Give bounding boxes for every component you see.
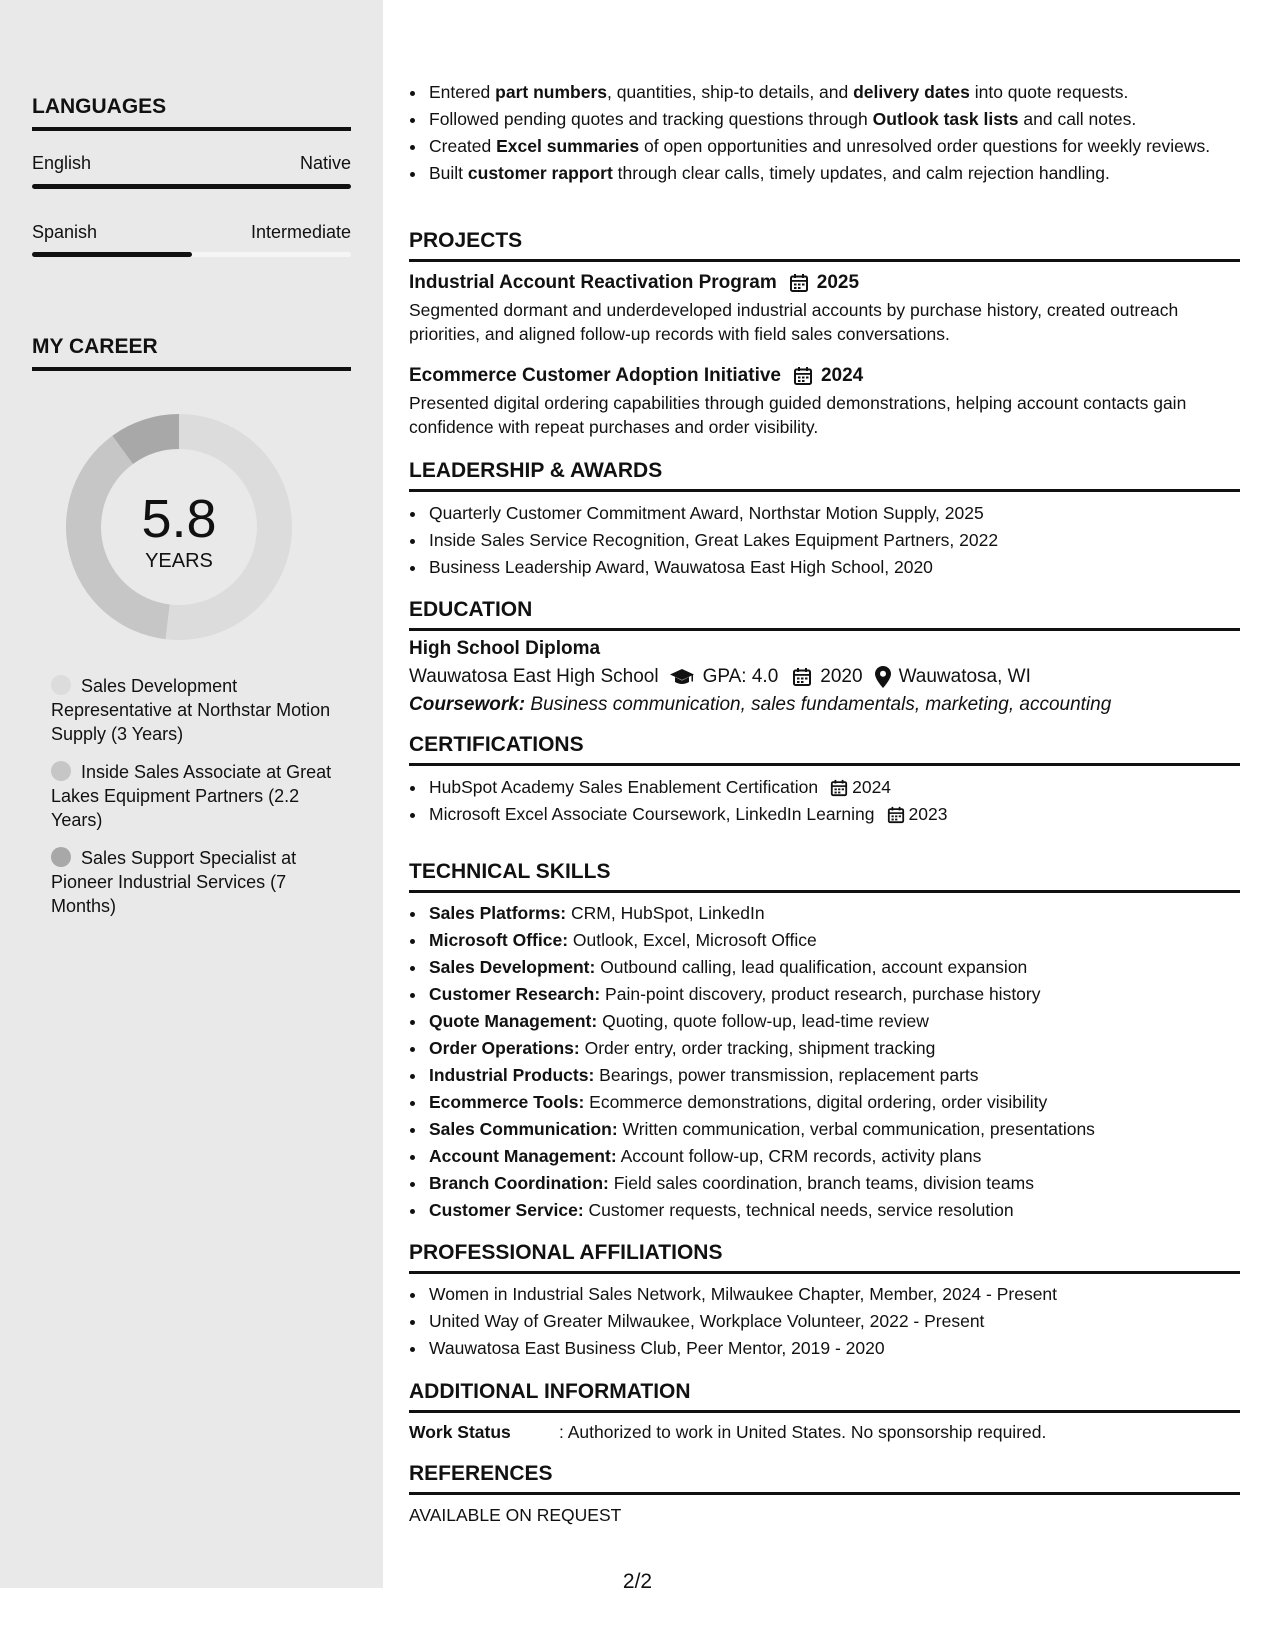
skill-category: Ecommerce Tools: [429, 1092, 585, 1112]
language-name: Spanish [32, 222, 98, 242]
calendar-icon [887, 806, 905, 824]
bullet-text: Built [429, 163, 468, 183]
awards-list [409, 500, 1242, 581]
bullet-text: into quote requests. [969, 82, 1129, 102]
calendar-icon [789, 273, 809, 293]
skill-category: Order Operations: [429, 1038, 580, 1058]
education-year: 2020 [820, 666, 863, 687]
bullet-keyword: part numbers [495, 82, 607, 102]
references-heading: REFERENCES [409, 1462, 1240, 1495]
awards-section [409, 500, 1242, 581]
skill-category: Customer Research: [429, 984, 601, 1004]
career-legend-item [51, 674, 341, 746]
skill-values: Bearings, power transmission, replacement parts [599, 1065, 979, 1085]
references-text: AVAILABLE ON REQUEST [409, 1505, 622, 1525]
project-name: Ecommerce Customer Adoption Initiative [409, 365, 781, 386]
project-year: 2025 [816, 272, 860, 293]
skill-values: Customer requests, technical needs, service resolution [588, 1200, 1014, 1220]
experience-bullet [427, 106, 1242, 133]
experience-bullet [427, 79, 1242, 106]
certification-name: • Microsoft Excel Associate Coursework, LinkedIn Learning [429, 804, 875, 824]
career-legend-item [51, 760, 341, 832]
calendar-icon [793, 366, 813, 386]
experience-bullet-list [409, 79, 1242, 187]
affiliation-item: • Wauwatosa East Business Club, Peer Mentor, 2019 - 2020 [427, 1335, 1242, 1362]
certification-name: • HubSpot Academy Sales Enablement Certification [429, 777, 819, 797]
skill-category: Quote Management: [429, 1011, 598, 1031]
bullet-text: Followed pending quotes and tracking questions through [429, 109, 873, 129]
language-row [32, 222, 351, 243]
project-name: Industrial Account Reactivation Program [409, 272, 777, 293]
language-proficiency-bar [32, 184, 351, 189]
skill-category: Customer Service: [429, 1200, 584, 1220]
education-degree: High School Diploma [409, 638, 601, 659]
affiliation-item: • Women in Industrial Sales Network, Milwaukee Chapter, Member, 2024 - Present [427, 1281, 1242, 1308]
certifications-heading: CERTIFICATIONS [409, 733, 1240, 766]
project-title-row [409, 272, 1242, 294]
affiliations-list [409, 1281, 1242, 1362]
skill-item [427, 1143, 1242, 1170]
award-item: • Quarterly Customer Commitment Award, Northstar Motion Supply, 2025 [427, 500, 1242, 527]
career-total-unit: YEARS [145, 550, 213, 572]
project-year: 2024 [820, 365, 864, 386]
skill-values: Field sales coordination, branch teams, division teams [613, 1173, 1034, 1193]
legend-dot-icon [51, 761, 71, 781]
skills-heading: TECHNICAL SKILLS [409, 860, 1240, 893]
project-entry [409, 272, 1242, 346]
skill-item [427, 927, 1242, 954]
additional-info-heading: ADDITIONAL INFORMATION [409, 1380, 1240, 1413]
skill-item [427, 1089, 1242, 1116]
page-number: 2/2 [622, 1570, 653, 1593]
bullet-keyword: delivery dates [853, 82, 970, 102]
award-item: • Inside Sales Service Recognition, Great Lakes Equipment Partners, 2022 [427, 527, 1242, 554]
language-proficiency-bar [32, 252, 351, 257]
skill-item [427, 954, 1242, 981]
experience-continued [409, 79, 1242, 187]
bullet-text: through clear calls, timely updates, and calm rejection handling. [612, 163, 1110, 183]
education-meta-row [409, 666, 1242, 688]
work-status-value: : Authorized to work in United States. No sponsorship required. [559, 1422, 1047, 1442]
career-heading: MY CAREER [32, 335, 351, 371]
certifications-list [409, 774, 1242, 828]
bullet-text: of open opportunities and unresolved order questions for weekly reviews. [639, 136, 1211, 156]
bullet-text: Entered [429, 82, 496, 102]
skill-values: Outbound calling, lead qualification, account expansion [600, 957, 1028, 977]
education-location: Wauwatosa, WI [898, 666, 1031, 687]
bullet-text: , quantities, ship-to details, and [606, 82, 854, 102]
career-legend-label: Sales Development Representative at Northstar Motion Supply (3 Years) [51, 676, 331, 744]
bullet-keyword: Outlook task lists [872, 109, 1019, 129]
skill-values: Order entry, order tracking, shipment tracking [584, 1038, 936, 1058]
certification-item [427, 774, 1242, 801]
experience-bullet [427, 133, 1242, 160]
skill-category: Sales Development: [429, 957, 596, 977]
career-legend-item [51, 846, 341, 918]
skill-values: Written communication, verbal communication, presentations [622, 1119, 1095, 1139]
skills-list [409, 900, 1242, 1224]
skill-item [427, 900, 1242, 927]
career-legend-label: Inside Sales Associate at Great Lakes Equipment Partners (2.2 Years) [51, 762, 332, 830]
affiliations-section [409, 1281, 1242, 1362]
skill-values: Quoting, quote follow-up, lead-time review [602, 1011, 929, 1031]
skill-values: Pain-point discovery, product research, purchase history [605, 984, 1041, 1004]
experience-bullet [427, 160, 1242, 187]
language-proficiency-fill [32, 184, 351, 189]
skill-item [427, 1116, 1242, 1143]
main-content [409, 0, 1242, 1588]
education-gpa: GPA: 4.0 [702, 666, 779, 687]
career-total-years: 5.8 [141, 489, 217, 549]
projects-heading: PROJECTS [409, 229, 1240, 262]
skill-item [427, 1062, 1242, 1089]
language-level: Native [299, 153, 351, 173]
bullet-keyword: Excel summaries [496, 136, 640, 156]
calendar-icon [830, 779, 848, 797]
map-pin-icon [875, 666, 891, 688]
skill-values: Outlook, Excel, Microsoft Office [572, 930, 817, 950]
skill-category: Industrial Products: [429, 1065, 595, 1085]
certification-year: 2023 [908, 804, 948, 824]
education-coursework [409, 694, 1242, 716]
skill-category: Account Management: [429, 1146, 617, 1166]
work-status-label: Work Status [409, 1422, 511, 1442]
legend-dot-icon [51, 847, 71, 867]
language-name: English [32, 153, 92, 173]
skill-item [427, 1008, 1242, 1035]
coursework-text: Business communication, sales fundamentals, marketing, accounting [530, 694, 1112, 715]
skill-values: CRM, HubSpot, LinkedIn [571, 903, 765, 923]
skill-values: Account follow-up, CRM records, activity plans [620, 1146, 982, 1166]
coursework-label: Coursework: [409, 694, 526, 715]
award-item: • Business Leadership Award, Wauwatosa East High School, 2020 [427, 554, 1242, 581]
certification-item [427, 801, 1242, 828]
project-description: Segmented dormant and underdeveloped industrial accounts by purchase history, created outreach priorities, and aligned follow-up records with field sales conversations. [409, 300, 1179, 344]
skill-item [427, 1197, 1242, 1224]
bullet-text: and call notes. [1018, 109, 1137, 129]
project-description: Presented digital ordering capabilities through guided demonstrations, helping account contacts gain confidence with repeat purchases and order visibility. [409, 393, 1187, 437]
skill-values: Ecommerce demonstrations, digital ordering, order visibility [589, 1092, 1048, 1112]
education-school: Wauwatosa East High School [409, 666, 659, 687]
language-row [32, 153, 351, 174]
skill-category: Sales Communication: [429, 1119, 618, 1139]
bullet-text: Created [429, 136, 497, 156]
work-status-row [409, 1422, 1242, 1443]
affiliations-heading: PROFESSIONAL AFFILIATIONS [409, 1241, 1240, 1274]
legend-dot-icon [51, 675, 71, 695]
skill-category: Sales Platforms: [429, 903, 567, 923]
affiliation-item: • United Way of Greater Milwaukee, Workplace Volunteer, 2022 - Present [427, 1308, 1242, 1335]
project-title-row [409, 365, 1242, 387]
skill-item [427, 981, 1242, 1008]
skill-item [427, 1035, 1242, 1062]
skill-item [427, 1170, 1242, 1197]
skill-category: Microsoft Office: [429, 930, 569, 950]
career-legend-label: Sales Support Specialist at Pioneer Industrial Services (7 Months) [51, 848, 297, 916]
sidebar [0, 0, 383, 1588]
certifications-section [409, 774, 1242, 828]
skills-section [409, 900, 1242, 1224]
certification-year: 2024 [852, 777, 892, 797]
graduation-cap-icon [669, 667, 695, 687]
bullet-keyword: customer rapport [467, 163, 613, 183]
calendar-icon [792, 667, 812, 687]
language-proficiency-fill [32, 252, 192, 257]
project-entry [409, 365, 1242, 439]
languages-heading: LANGUAGES [32, 95, 351, 131]
awards-heading: LEADERSHIP & AWARDS [409, 459, 1240, 492]
language-level: Intermediate [250, 222, 351, 242]
education-heading: EDUCATION [409, 598, 1240, 631]
education-entry [409, 638, 1242, 716]
skill-category: Branch Coordination: [429, 1173, 609, 1193]
